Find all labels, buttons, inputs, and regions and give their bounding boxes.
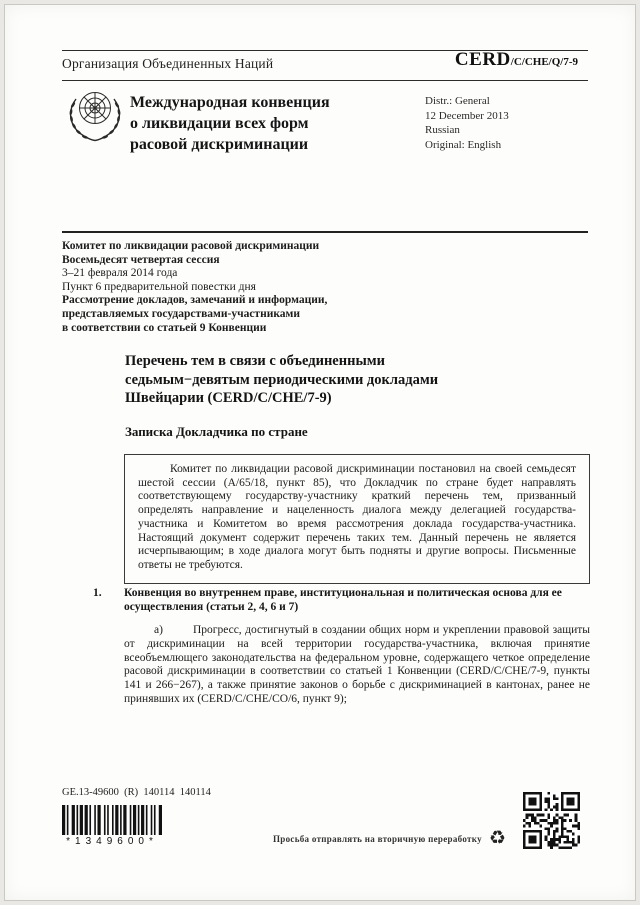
page-title-line: седьмым−девятым периодическими докладами bbox=[125, 371, 439, 388]
committee-block bbox=[62, 240, 327, 335]
un-emblem-icon bbox=[64, 87, 126, 145]
section-paragraph bbox=[124, 624, 590, 707]
doc-symbol-main: CERD bbox=[454, 49, 511, 70]
barcode bbox=[62, 805, 162, 835]
summary-text: Комитет по ликвидации расовой дискриминации постановил на своей семьдесят шестой сессии (A/65/18, пункт 85), что Докладчик по стране будет направлять соответствующему государству-участнику краткий перечень тем, призванный определять направление и нацеленность диалога между делегацией государства-участника и Комитетом во время рассмотрения доклада государства-участника. Настоящий документ содержит перечень таких тем. Данный перечень не является исчерпывающим; в ходе диалога могут быть подняты и другие вопросы. Письменные ответы не требуются. bbox=[138, 463, 576, 571]
paragraph-text: Прогресс, достигнутый в создании общих норм и укреплении правовой защиты от дискриминации на всей территории государства-участника, включая принятие всеобъемлющего законодательства на федеральном уровне, содержащего четкое определение расовой дискриминации в соответствии со статьей 1 Конвенции (CERD/C/CHE/7-9, пункты 141 и 266−267), а также принятие законов о борьбе с дискриминацией в кантонах, ранее не принявших их (CERD/C/CHE/CO/6, пункт 9); bbox=[124, 624, 590, 705]
convention-title bbox=[130, 92, 330, 155]
section-number: 1. bbox=[93, 587, 102, 599]
qr-code bbox=[523, 792, 580, 849]
section-heading bbox=[93, 586, 590, 614]
doc-symbol bbox=[455, 49, 578, 71]
page-subtitle: Записка Докладчика по стране bbox=[125, 424, 308, 439]
committee-name: Комитет по ликвидации расовой дискриминации bbox=[62, 240, 320, 252]
page-title-line: Швейцарии (CERD/C/CHE/7-9) bbox=[125, 390, 332, 406]
paragraph-label: а) bbox=[154, 624, 163, 636]
agenda-item: Пункт 6 предварительной повестки дня bbox=[62, 280, 256, 293]
page-title bbox=[125, 352, 485, 408]
summary-box bbox=[124, 454, 590, 584]
convention-title-line: расовой дискриминации bbox=[130, 136, 309, 153]
distr-language: Russian bbox=[425, 124, 460, 136]
agenda-title-line: Рассмотрение докладов, замечаний и информации, bbox=[62, 294, 328, 307]
masthead-rule bbox=[62, 231, 588, 233]
distribution-info bbox=[425, 94, 509, 152]
session-dates: 3–21 февраля 2014 года bbox=[62, 267, 178, 280]
document-page bbox=[4, 4, 636, 901]
convention-title-line: о ликвидации всех форм bbox=[130, 115, 309, 132]
convention-title-line: Международная конвенция bbox=[130, 94, 330, 111]
page-title-line: Перечень тем в связи с объединенными bbox=[125, 353, 385, 369]
ge-number: GE.13-49600 (R) 140114 140114 bbox=[62, 787, 211, 798]
doc-symbol-suffix: /C/CHE/Q/7-9 bbox=[510, 56, 578, 68]
org-name: Организация Объединенных Наций bbox=[62, 56, 274, 71]
recycle-text: Просьба отправлять на вторичную переработку bbox=[273, 833, 482, 844]
agenda-title-line: представляемых государствами-участниками bbox=[62, 307, 300, 320]
distr-original: Original: English bbox=[425, 138, 502, 151]
recycle-notice bbox=[273, 829, 506, 848]
distr-type: Distr.: General bbox=[425, 95, 490, 107]
recycle-icon: ♻ bbox=[488, 828, 506, 849]
header-rule-mid bbox=[62, 80, 588, 81]
barcode-text: *1349600* bbox=[66, 836, 158, 847]
section-heading-text: Конвенция во внутреннем праве, институциональная и политическая основа для ее осуществления (статьи 2, 4, 6 и 7) bbox=[124, 587, 562, 613]
session-title: Восемьдесят четвертая сессия bbox=[62, 253, 220, 266]
agenda-title-line: в соответствии со статьей 9 Конвенции bbox=[62, 321, 267, 334]
distr-date: 12 December 2013 bbox=[425, 109, 509, 122]
